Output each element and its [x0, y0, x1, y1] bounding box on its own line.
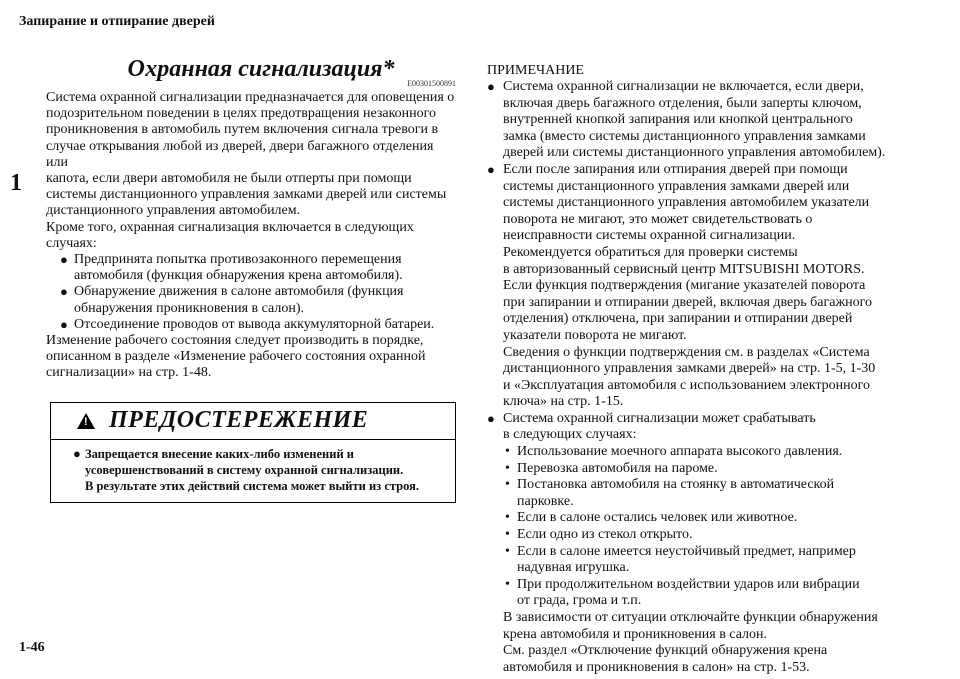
- text-line: Сведения о функции подтверждения см. в разделах «Система: [503, 344, 870, 360]
- note-item-2: [487, 162, 907, 411]
- text-line: • Использование моечного аппарата высокого давления.: [517, 444, 843, 460]
- sublist-item: [503, 577, 907, 610]
- text-line: системы дистанционного управления замками дверей или: [503, 178, 850, 194]
- warning-line: ● Запрещается внесение каких-либо изменений и: [85, 446, 354, 461]
- text-line: ● Если после запирания или отпирания дверей при помощи: [503, 161, 848, 177]
- sublist-item: [503, 544, 907, 577]
- note-sublist: [487, 444, 907, 610]
- text-line: автомобиля (функция обнаружения крена автомобиля).: [74, 268, 403, 284]
- text-line: поворота не мигают, это может свидетельствовать о: [503, 211, 813, 227]
- bullet-list: [46, 252, 456, 333]
- text-line: ● Предпринята попытка противозаконного перемещения: [74, 252, 402, 268]
- text-line: ключа» на стр. 1-15.: [503, 394, 624, 410]
- sublist-item: [503, 461, 907, 478]
- text-line: дистанционного управления автомобилем.: [46, 203, 301, 219]
- list-item: [60, 317, 456, 333]
- note-tail: [487, 610, 907, 676]
- text-line: ● Обнаружение движения в салоне автомобиля (функция: [74, 284, 404, 300]
- sublist-item: [503, 444, 907, 461]
- warning-title: ПРЕДОСТЕРЕЖЕНИЕ: [109, 407, 369, 434]
- running-header: Запирание и отпирание дверей: [19, 14, 215, 29]
- text-line: замка (вместо системы дистанционного управления замками: [503, 128, 866, 144]
- text-line: • Если в салоне имеется неустойчивый предмет, например: [517, 543, 856, 559]
- text-line: Если функция подтверждения (мигание указателей поворота: [503, 278, 866, 294]
- chapter-tab: 1: [10, 170, 22, 196]
- text-line: капота, если двери автомобиля не были отперты при помощи: [46, 171, 412, 187]
- text-line: Изменение рабочего состояния следует производить в порядке,: [46, 333, 424, 349]
- text-line: в следующих случаях:: [503, 427, 637, 443]
- text-line: См. раздел «Отключение функций обнаружения крена: [503, 643, 828, 659]
- left-column: [46, 55, 456, 503]
- section-title: Охранная сигнализация*: [127, 56, 395, 82]
- warning-line: В результате этих действий система может выйти из строя.: [85, 478, 420, 493]
- warning-item: [73, 446, 445, 494]
- text-line: включая дверь багажного отделения, были заперты ключом,: [503, 95, 862, 111]
- text-line: автомобиля и проникновения в салон» на стр. 1-53.: [503, 659, 810, 675]
- text-line: внутренней кнопкой запирания или кнопкой центрального: [503, 112, 853, 128]
- warning-header: [51, 403, 455, 440]
- text-line: дистанционного управления замками дверей» на стр. 1-5, 1-30: [503, 361, 876, 377]
- text-line: ● Отсоединение проводов от вывода аккумуляторной батареи.: [74, 316, 435, 332]
- text-line: парковке.: [517, 493, 574, 509]
- list-item: [60, 284, 456, 316]
- text-line: крена автомобиля и проникновения в салон.: [503, 626, 768, 642]
- text-line: случае открывания любой из дверей, двери багажного отделения или: [46, 138, 434, 170]
- text-line: отделения) отключена, при запирании и отпирании дверей: [503, 311, 853, 327]
- text-line: дверей или системы дистанционного управления автомобилем).: [503, 145, 886, 161]
- note-title: ПРИМЕЧАНИЕ: [487, 63, 584, 78]
- text-line: • Перевозка автомобиля на пароме.: [517, 460, 718, 476]
- page-number: 1-46: [19, 640, 45, 655]
- warning-line: усовершенствований в систему охранной сигнализации.: [85, 462, 404, 477]
- text-line: надувная игрушка.: [517, 560, 630, 576]
- section-code: E00301500891: [407, 79, 456, 88]
- text-line: системы дистанционного управления замками дверей или системы: [46, 187, 447, 203]
- text-line: указатели поворота не мигают.: [503, 327, 687, 343]
- outro-text: [46, 333, 456, 382]
- text-line: в авторизованный сервисный центр MITSUBISHI MOTORS.: [503, 261, 865, 277]
- text-line: описанном в разделе «Изменение рабочего состояния охранной: [46, 349, 426, 365]
- text-line: Кроме того, охранная сигнализация включается в следующих: [46, 219, 414, 235]
- intro-text: [46, 90, 456, 252]
- warning-triangle-icon: [77, 413, 95, 429]
- right-column: [487, 63, 907, 676]
- text-line: неисправности системы охранной сигнализации.: [503, 228, 796, 244]
- text-line: ● Система охранной сигнализации может срабатывать: [503, 410, 816, 426]
- text-line: случаях:: [46, 235, 97, 251]
- text-line: В зависимости от ситуации отключайте функции обнаружения: [503, 610, 878, 625]
- sublist-item: [503, 477, 907, 510]
- list-item: [60, 252, 456, 284]
- text-line: ● Система охранной сигнализации не включается, если двери,: [503, 79, 864, 94]
- note-item-1: [487, 79, 907, 162]
- text-line: Рекомендуется обратиться для проверки системы: [503, 244, 798, 260]
- text-line: • Если в салоне остались человек или животное.: [517, 510, 798, 526]
- warning-box: [50, 402, 456, 503]
- text-line: от града, грома и т.п.: [517, 593, 642, 609]
- sublist-item: [503, 510, 907, 527]
- sublist-item: [503, 527, 907, 544]
- text-line: проникновения в автомобиль путем включения сигнала тревоги в: [46, 122, 439, 138]
- text-line: • При продолжительном воздействии ударов или вибрации: [517, 576, 860, 592]
- note-item-3: [487, 411, 907, 444]
- text-line: и «Эксплуатация автомобиля с использованием электронного: [503, 377, 871, 393]
- text-line: • Если одно из стекол открыто.: [517, 527, 693, 543]
- text-line: системы дистанционного управления автомобилем указатели: [503, 195, 870, 211]
- text-line: подозрительном поведении в целях предотвращения незаконного: [46, 106, 437, 122]
- text-line: Система охранной сигнализации предназначается для оповещения о: [46, 90, 455, 105]
- text-line: обнаружения проникновения в салон).: [74, 300, 304, 316]
- text-line: • Постановка автомобиля на стоянку в автоматической: [517, 477, 835, 493]
- text-line: сигнализации» на стр. 1-48.: [46, 365, 212, 381]
- text-line: при запирании и отпирании дверей, включая дверь багажного: [503, 294, 873, 310]
- warning-body: [51, 440, 455, 502]
